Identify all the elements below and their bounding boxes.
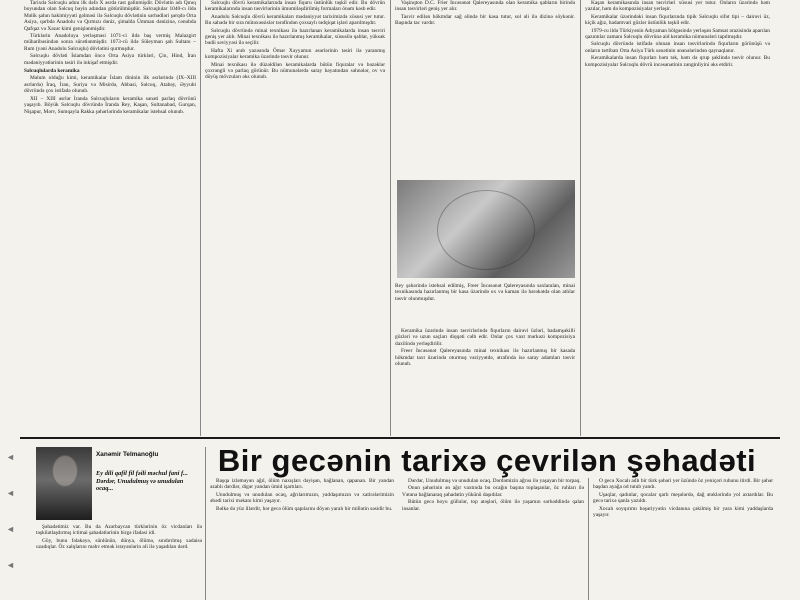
- paragraph: Dərdər, Unudulmuş və unudulan ocaq. Dərdəmizin ağrısı ilə yaşayan bir torpaq.: [408, 478, 581, 484]
- article-column-mid1: [210, 478, 394, 600]
- paragraph: Xocalı soyqırımı bəşəriyyətin vicdanına çəkilmiş bir yara kimi yaddaşlarda yaşayır.: [593, 505, 773, 519]
- paragraph: XII – XIII əsrlər İranda Səlcuqluların keramika sənəti parlaq dövrünü yaşayıb. Böyük Səlcuqlu dövründə İranda Rey, Kaşan, Sultanabad, Gurqan, Nişapur, Mərv, Sumqayla Rakka şəhərlərində keramikalar istehsal olunub.: [24, 95, 196, 115]
- article-column-left: [36, 524, 202, 600]
- paragraph: Keramikalar üzərindəki insan fiqurlarında tipik Səlcuqlu sifət tipi – dairəvi üz, kiçik ağız, badamvari gözlər üstünlük təşkil edir.: [585, 13, 770, 27]
- paragraph: Tasvir edilən hökmdar sağ əlində bir kasa tutur, sol əli ilə dizinə söykənir. Başında tac vardır.: [395, 13, 575, 27]
- pull-quote: Ey dili qafil fil fəili məchul fani f... Dərdər, Unudulmuş və unudulan ocaq...: [96, 470, 188, 493]
- paragraph: Kaşan keramikasında insan təsvirləri xüsusi yer tutur. Onların üzərində həm yazılar, həm də kompozisiyalar yerləşir.: [585, 0, 770, 13]
- paragraph: Türklərin Anadoluya yerləşməsi 1071-ci ildə baş vermiş Malazgirt müharibəsindən sonra sürətlənmişdir. 1073-cü ildə Süleyman şah Sultanı – Rum (yəni Anadolu Səlcuqlu) dövlətini qurmuşdur.: [24, 33, 196, 52]
- top-column-3-lower: [395, 328, 575, 436]
- paragraph: Unudulmuş və unudulan ocaq, ağrılarımızın, yaddaşımızın və xatirələrimizin əbədi tarixi məkanı kimi yaşayır.: [210, 491, 394, 505]
- paragraph: Göy, bunu fəlakəyə, sünlünün, dünya, ölümə, sındırılmış xadaisə uzadıqlar. Öz xalqlarını məhv etmək istəyənlərin əli ilə yaşadılan dərd.: [36, 537, 202, 551]
- paragraph: Şəhadətimiz var. Bu da Azərbaycan türklərinin öz vicdanları ilə təşkilatlaşdırmış ictimai şahadətlərinin birgə ifadəsi idi.: [36, 524, 202, 537]
- paragraph: Səlcuqlu dövləti İslamdan öncə Orta Asiya türkləri, Çin, Hind, İran mədəniyyətlərinin təsiri ilə inkişaf etmişdir.: [24, 53, 196, 66]
- column-divider: [588, 478, 589, 600]
- article-headline: Bir gecənin tarixə çevrilən şəhadəti: [217, 443, 757, 478]
- article-column-right: [593, 478, 773, 600]
- article-column-mid2: [402, 478, 584, 600]
- paragraph: Onun şəhərinin ən ağır vaxtında bu ocağın başına toplaşanlar, öz ruhları ilə Vətənə bağlanaraq şəhadətin yükünü daşıdılar.: [402, 485, 584, 498]
- paragraph: Freer İncəsənət Qalereyasında minai texnikası ilə hazırlanmış bir kasada hökmdar taxt üzərində oturmuş vəziyyətdə, ətrafında isə saray adamları təsvir olunub.: [395, 348, 575, 368]
- paragraph: Uşaqlar, qadınlar, qocalar qarlı meşələrdə, dağ ətəklərində yol axtardılar. Bu gecə tarixə qanla yazıldı.: [593, 491, 773, 505]
- photo-caption: Rey şəhərində istehsal edilmiş, Freer İncəsənət Qalereyasında saxlanılan, minai texnikasında hazırlanmış bir kasa üzərində ox və kaman ilə hərəkətdə olan atlılar təsvir olunmuşdur.: [395, 283, 575, 302]
- section-subheading: Səlcuqlularda keramika: [24, 68, 80, 75]
- ceramic-bowl-photo: [397, 180, 575, 278]
- paragraph: Səlcuqlu dövründə minai texnikası ilə hazırlanan keramikalarda insan təsviri geniş yer alıb. Minai texnikası ilə hazırlanmış keramikalar, xüsusilə qablar, yüksək bədii səviyyəsi ilə seçilir.: [205, 27, 385, 47]
- section-divider: [20, 437, 780, 439]
- author-face-outline: [52, 455, 78, 487]
- col1-paragraphs: [24, 0, 196, 66]
- top-column-2: [205, 0, 385, 436]
- column-divider: [580, 0, 581, 436]
- paragraph: Bütün gecə boyu güllələr, top atəşləri, ölüm ilə yaşamın sərhəddində qalan insanlar.: [402, 499, 584, 512]
- top-column-4: [585, 0, 770, 436]
- paragraph: Minai texnikası ilə düzəldilən keramikalarda bütün fiquralar və bəzəklər çoxrəngli və parlaq görünür. Bu nümunələrdə saray həyatından səhnələr, ov və döyüş mövzuları əks olunub.: [205, 61, 385, 81]
- top-column-1: [24, 0, 196, 436]
- paragraph: Hafta Xi ərəb yazısında Ömər Xəyyamın əsərlərinin təsiri ilə yaranmış kompozisiyalar keramika üzərində təsvir olunur.: [205, 47, 385, 61]
- top-column-3: [395, 0, 575, 175]
- paragraph: O gecə Xocalı adlı bir türk şəhəri yer üzündə öz yeniçəri ruhunu itirdi. Bir şəhər başdan ayağa od tutub yandı.: [593, 478, 773, 491]
- column-divider: [205, 447, 206, 600]
- paragraph: 1979-cu ildə Türkiyənin Adıyaman bölgəsində yerləşən Samsat ərazisində aparılan qazıntılar zamanı Səlcuqlu dövrünə aid keramika nümunələri tapılmışdır.: [585, 27, 770, 41]
- page-edge-arrow-icon: ◄: [6, 524, 15, 534]
- paragraph: Bəlkə də yüz illərdir, hər gecə ölüm qapılarını döyən yaralı bir millətin səsidir bu.: [216, 505, 393, 512]
- paragraph: Vaşinqton D.C. Frier İncəsənət Qalereyasında olan keramika qabların birində insan təsvirləri geniş yer alır.: [395, 0, 575, 13]
- column-divider: [200, 0, 201, 436]
- author-name: Xanəmir Telmanoğlu: [96, 451, 159, 458]
- author-photo: [36, 447, 92, 520]
- page-edge-arrow-icon: ◄: [6, 560, 15, 570]
- page-edge-arrow-icon: ◄: [6, 488, 15, 498]
- paragraph: Tarixdə Səlcuqlu adını ilk dəfə X əsrdə rast gəlinmişdir. Dövlətin adı Qınıq boyundan olan Səlcuq bəyin adından götürülmüşdür. Səlcuqlular 1040-cı ildə Məlik şahın hakimiyyəti gəlməsi ilə Səlcuqlu dövlətinin sərhədləri şərqdə Orta Asiya, qərbdə Anadolu və Qırmızı dəniz, şimalda Ümman dənizinə, cənubda Qafqaz və Xəzər kimi genişlənmişdir.: [24, 0, 196, 32]
- paragraph: Səlcuqlu dövrü keramikalarında insan fiquru üstünlük təşkil edir. Bu dövrün keramikalarında insan təsvirlərinin ümumiləşdirilmiş formaları önəm kəsb edir.: [205, 0, 385, 13]
- paragraph: Başqa izləməyən ağıl, ölüm naxışları dəyişən, bağlanan, qapanan. Bir yandan əzablı dərdlər, digər yandan ümid işartıları.: [210, 478, 394, 491]
- paragraph: Keramika üzərində insan təsvirlərində fiqurların dairəvi üzləri, badamşəkilli gözləri və uzun saçları diqqəti cəlb edir. Onlar çox vaxt mərkəzi kompozisiya daxilində yerləşdirilir.: [395, 328, 575, 347]
- page-edge-arrow-icon: ◄: [6, 452, 15, 462]
- paragraph: Anadolu Səlcuqlu dövrü keramikaları mədəniyyət tariximizdə xüsusi yer tutur. Bu sahədə bir sıra mütəxəssislər tərəfindən çoxsaylı tədqiqat işləri aparılmışdır.: [205, 13, 385, 27]
- bowl-figure-outline: [437, 190, 535, 270]
- paragraph: Səlcuqlu dövründə istifadə olunan insan təsvirlərində fiqurların görünüşü və onların tərtibatı Orta Asiya Türk sənətinin ənənələrindən qaynaqlanır.: [585, 41, 770, 54]
- paragraph: Məlum olduğu kimi, keramikalar İslam dininin ilk əsrlərində (IX–XIII əsrlərdə) İraq, İran, Suriya və Misirdə, Abbasi, Səlcuq, Atabəy, Əyyubi dövründə çox istifadə olunub.: [24, 75, 196, 95]
- column-divider: [390, 0, 391, 436]
- paragraph: Keramikalarda insan fiqurları həm tək, həm də qrup şəklində təsvir olunur. Bu kompozisiyalar Səlcuqlu dövrü incəsənətinin zənginliyini əks etdirir.: [585, 55, 770, 68]
